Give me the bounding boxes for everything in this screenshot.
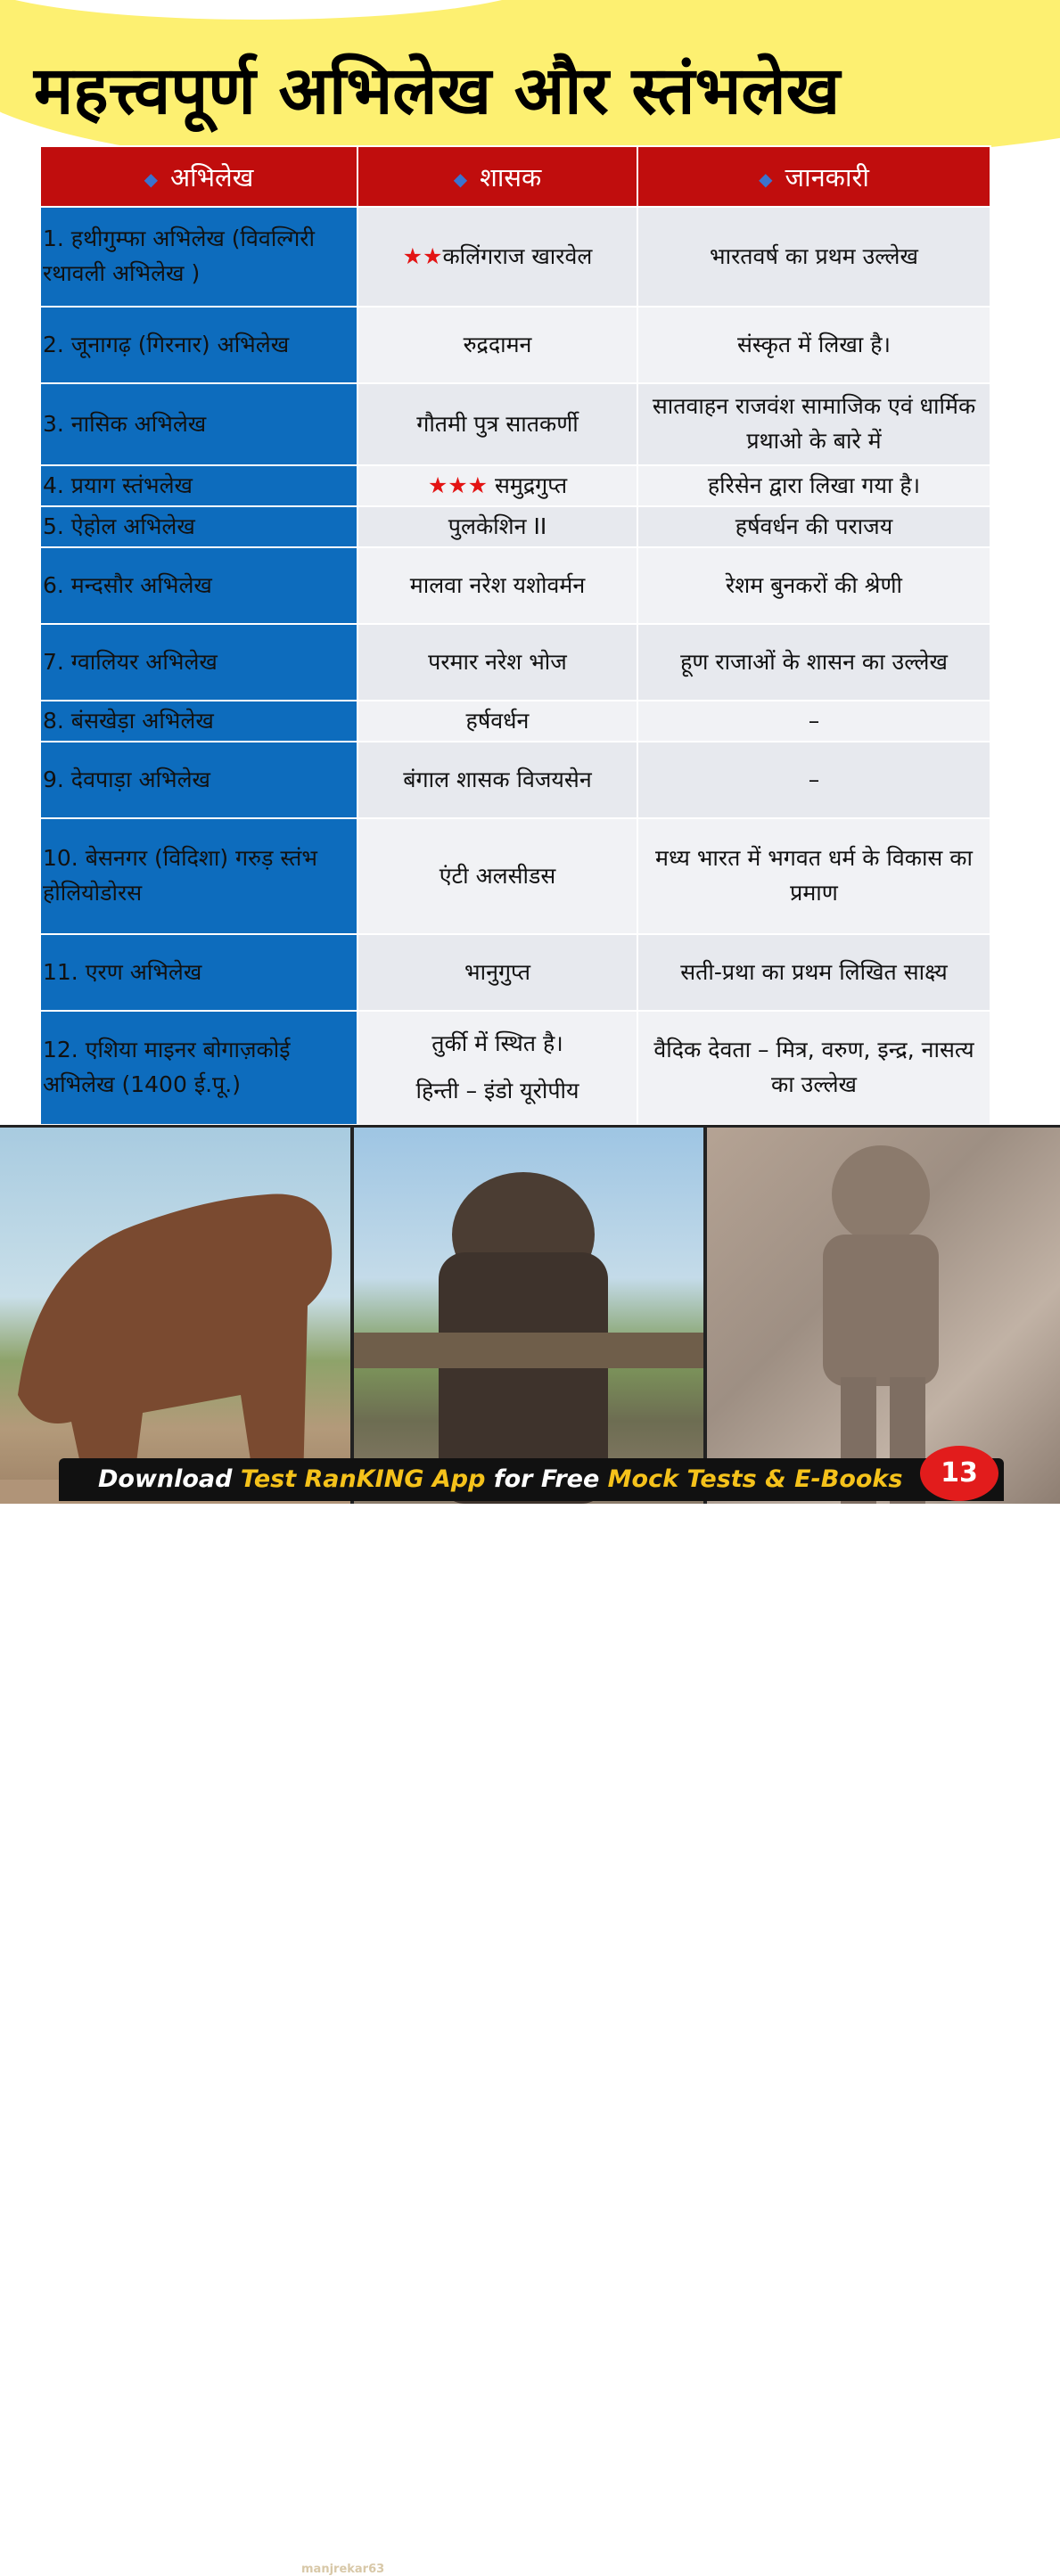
page-number: 13 — [920, 1446, 998, 1501]
standing-statue-shape — [707, 1128, 1060, 1504]
inscription-cell: 7. ग्वालियर अभिलेख — [40, 624, 357, 701]
diamond-icon: ◆ — [759, 168, 773, 190]
inscription-cell: 2. जूनागढ़ (गिरनार) अभिलेख — [40, 307, 357, 383]
ruler-cell: भानुगुप्त — [357, 934, 637, 1011]
inscription-cell: 10. बेसनगर (विदिशा) गरुड़ स्तंभ होलियोडोरस — [40, 818, 357, 934]
table-row — [40, 465, 990, 506]
header-ruler: ◆ शासक — [357, 146, 637, 207]
inscription-cell: 6. मन्दसौर अभिलेख — [40, 547, 357, 624]
diamond-icon: ◆ — [453, 168, 468, 190]
page-title: महत्त्वपूर्ण अभिलेख और स्तंभलेख — [34, 53, 841, 129]
info-cell: हर्षवर्धन की पराजय — [637, 506, 990, 547]
table-header-row — [40, 146, 990, 207]
ruler-cell: हर्षवर्धन — [357, 701, 637, 742]
table-row — [40, 207, 990, 307]
table-row — [40, 934, 990, 1011]
ruler-cell: पुलकेशिन II — [357, 506, 637, 547]
star-icon: ★★★ — [427, 472, 489, 498]
info-cell: हूण राजाओं के शासन का उल्लेख — [637, 624, 990, 701]
ruler-cell: तुर्की में स्थित है। हिन्ती – इंडो यूरोपीय — [357, 1011, 637, 1125]
ruler-cell: एंटी अलसीडस — [357, 818, 637, 934]
table-row — [40, 818, 990, 934]
header-info: ◆ जानकारी — [637, 146, 990, 207]
inscription-cell: 5. ऐहोल अभिलेख — [40, 506, 357, 547]
table-row — [40, 742, 990, 818]
diamond-icon: ◆ — [144, 168, 158, 190]
ruler-cell: मालवा नरेश यशोवर्मन — [357, 547, 637, 624]
info-cell: वैदिक देवता – मित्र, वरुण, इन्द्र, नासत्य का उल्लेख — [637, 1011, 990, 1125]
ruler-cell: गौतमी पुत्र सातकर्णी — [357, 383, 637, 465]
footer-banner — [59, 1458, 1004, 1501]
inscription-cell: 4. प्रयाग स्तंभलेख — [40, 465, 357, 506]
ruler-cell: ★★कलिंगराज खारवेल — [357, 207, 637, 307]
footer-text: Download Test RanKING App for Free Mock Tests & E-Books — [98, 1465, 903, 1493]
inscription-cell: 11. एरण अभिलेख — [40, 934, 357, 1011]
standing-figure-photo — [707, 1128, 1060, 1504]
info-cell: – — [637, 742, 990, 818]
info-cell: – — [637, 701, 990, 742]
ruler-cell: रुद्रदामन — [357, 307, 637, 383]
table-row — [40, 307, 990, 383]
boar-statue-shape — [0, 1128, 350, 1504]
table-row — [40, 506, 990, 547]
sculpture-photos — [0, 1125, 1060, 2576]
inscription-cell: 1. हथीगुम्फा अभिलेख (विवल्गिरी रथावली अभिलेख ) — [40, 207, 357, 307]
inscription-cell: 12. एशिया माइनर बोगाज़कोई अभिलेख (1400 ई.पू.) — [40, 1011, 357, 1125]
photo-watermark: manjrekar63 — [301, 2563, 385, 2576]
table-row — [40, 547, 990, 624]
inscription-cell: 9. देवपाड़ा अभिलेख — [40, 742, 357, 818]
info-cell: मध्य भारत में भगवत धर्म के विकास का प्रमाण — [637, 818, 990, 934]
info-cell: सती-प्रथा का प्रथम लिखित साक्ष्य — [637, 934, 990, 1011]
inscription-cell: 8. बंसखेड़ा अभिलेख — [40, 701, 357, 742]
star-icon: ★★ — [402, 242, 443, 269]
ruler-cell: बंगाल शासक विजयसेन — [357, 742, 637, 818]
ruler-cell: परमार नरेश भोज — [357, 624, 637, 701]
info-cell: भारतवर्ष का प्रथम उल्लेख — [637, 207, 990, 307]
varaha-sculpture-photo — [0, 1128, 350, 1504]
header-inscription: ◆ अभिलेख — [40, 146, 357, 207]
inscriptions-table — [39, 145, 991, 1126]
info-cell: सातवाहन राजवंश सामाजिक एवं धार्मिक प्रथाओ के बारे में — [637, 383, 990, 465]
table-row — [40, 1011, 990, 1125]
naga-statue-shape — [354, 1128, 703, 1504]
table-row — [40, 383, 990, 465]
info-cell: रेशम बुनकरों की श्रेणी — [637, 547, 990, 624]
table-row — [40, 624, 990, 701]
info-cell: संस्कृत में लिखा है। — [637, 307, 990, 383]
info-cell: हरिसेन द्वारा लिखा गया है। — [637, 465, 990, 506]
ruler-cell: ★★★ समुद्रगुप्त — [357, 465, 637, 506]
nagaraja-sculpture-photo — [354, 1128, 703, 1504]
table-row — [40, 701, 990, 742]
inscription-cell: 3. नासिक अभिलेख — [40, 383, 357, 465]
